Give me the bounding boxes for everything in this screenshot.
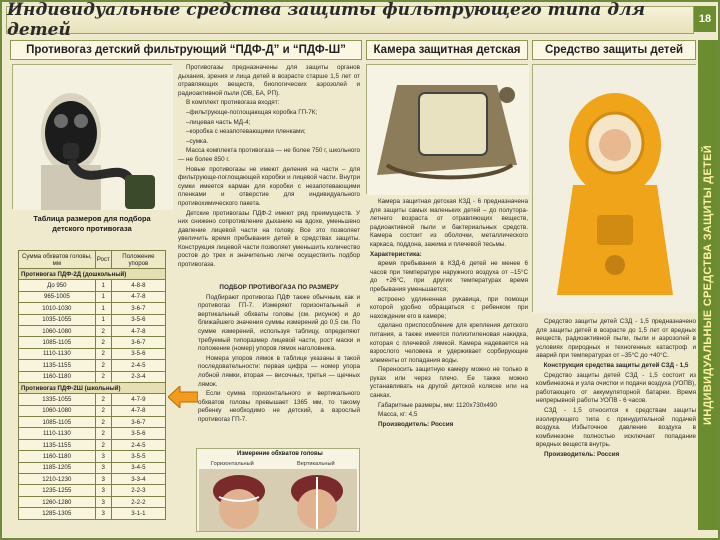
table-row (19, 325, 166, 336)
table-cell: 1085-1105 (19, 417, 96, 428)
chamber-char: встроено удлиненная рукавица, при помощи которой удобно обращаться с ребенком при нахождении его в камере; (370, 295, 528, 320)
table-row (19, 451, 166, 462)
suit-photo-panel (532, 64, 696, 312)
table-cell: 3-3-4 (111, 474, 165, 485)
table-row (19, 348, 166, 359)
table-cell: 3-5-6 (111, 428, 165, 439)
table-header: Сумма обхватов головы, мм (19, 251, 96, 269)
chamber-char: сделано приспособление для крепления детского питания, а также имеется полиэтиленовая накидка, которая с плечевой лямкой. Камера надевается на взрослого человека и удерживает сорбирующие элементы от попадания воды. (370, 322, 528, 364)
size-table (18, 250, 166, 520)
chamber-maker: Производитель: Россия (378, 420, 454, 428)
table-cell: 1235-1255 (19, 485, 96, 496)
chamber-char-title: Характеристика: (370, 250, 422, 258)
table-cell: 1110-1130 (19, 348, 96, 359)
gasmask-para: Новые противогазы не имеют деления на части – для фильтрующе-поглощающей коробки и лицевой части. Внутри сумки имеется карман для коробки с незапотевающими пленками и отверстие для индивидуального противохимического пакета. (178, 165, 360, 207)
suit-description (536, 318, 696, 530)
table-cell: 1035-1055 (19, 314, 96, 325)
table-cell: 2 (95, 394, 111, 405)
table-header: Рост (95, 251, 111, 269)
table-cell: 1110-1130 (19, 428, 96, 439)
table-row (19, 485, 166, 496)
table-row (19, 371, 166, 382)
table-cell: 4-7-8 (111, 325, 165, 336)
column-header-gasmask: Противогаз детский фильтрующий “ПДФ-Д” и “ПДФ-Ш” (10, 40, 362, 60)
table-cell: 2-4-5 (111, 439, 165, 450)
table-row (19, 462, 166, 473)
table-row (19, 417, 166, 428)
chamber-photo-panel (366, 64, 528, 194)
table-group-label: Противогаз ПДФ-2Ш (школьный) (19, 382, 166, 393)
table-row (19, 508, 166, 519)
table-cell: 1010-1030 (19, 303, 96, 314)
gasmask-para: Детские противогазы ПДФ-2 имеют ряд преимуществ. У них снижено сопротивление дыханию на вдохе, уменьшено давление лицевой части на голову. Все это позволяет увеличить время пребывания детей в средствах защиты. Конструкция лицевой части позволяет уменьшить количество ростов до трех и значительно легче осуществить подбор противогаза. (178, 209, 360, 269)
table-cell: 1335-1055 (19, 394, 96, 405)
table-cell: 1 (95, 291, 111, 302)
measure-label-vertical: Вертикальный (297, 461, 335, 467)
gasmask-para: В комплект противогаза входят: (186, 99, 280, 107)
table-row (19, 291, 166, 302)
page-number: 18 (694, 6, 716, 32)
child-suit-photo (533, 65, 697, 313)
table-row (19, 474, 166, 485)
table-cell: 1 (95, 303, 111, 314)
table-row (19, 405, 166, 416)
measure-photo (199, 469, 357, 531)
table-row (19, 280, 166, 291)
gasmask-photo-panel (12, 64, 172, 209)
table-cell: 1135-1155 (19, 439, 96, 450)
chamber-para: Камера защитная детская КЗД - 6 предназначена для защиты самых маленьких детей – до полутора-летнего возраста от отравляющих веществ, радиоактивной пыли и бактериальных средств. Камера состоит из оболочки, металлического каркаса, поддона, зажима и плечевой тесьмы. (370, 198, 528, 248)
table-cell: 2 (95, 325, 111, 336)
suit-maker: Производитель: Россия (544, 450, 620, 458)
table-cell: 2-4-5 (111, 360, 165, 371)
table-cell: 3-4-5 (111, 462, 165, 473)
fit-para: Если сумма горизонтального и вертикального обхватов головы превышает 1365 мм, то такому ребенку необходимо не детский, а взрослый противогаз ГП-7. (198, 390, 360, 423)
column-header-suit: Средство защиты детей (532, 40, 696, 60)
table-row (19, 439, 166, 450)
fit-heading: ПОДБОР ПРОТИВОГАЗА ПО РАЗМЕРУ (219, 284, 339, 291)
chamber-description (370, 198, 528, 528)
gasmask-description (178, 64, 360, 280)
table-cell: 3 (95, 508, 111, 519)
table-cell: 2 (95, 371, 111, 382)
table-row (19, 337, 166, 348)
gasmask-photo (13, 65, 173, 210)
table-cell: 2 (95, 348, 111, 359)
table-cell: 2 (95, 428, 111, 439)
table-cell: 2 (95, 417, 111, 428)
column-header-chamber: Камера защитная детская (366, 40, 528, 60)
table-cell: 3 (95, 485, 111, 496)
table-row (19, 360, 166, 371)
measure-panel (196, 448, 360, 532)
table-row (19, 428, 166, 439)
gasmask-para: –коробка с незапотевающими пленками; (186, 128, 306, 136)
table-cell: 1160-1180 (19, 371, 96, 382)
table-cell: 1260-1280 (19, 496, 96, 507)
table-row (19, 314, 166, 325)
table-cell: 2-3-4 (111, 371, 165, 382)
gasmask-para: –фильтрующе-поглощающая коробка ГП-7К; (186, 108, 318, 116)
table-cell: 1285-1305 (19, 508, 96, 519)
fit-para: Подбирают противогаз ПДФ также обычным, как и противогаз ГП-7. Измеряют горизонтальный и вертикальный обхваты головы (см. рисунок) и до ближайшего значения суммы измерений до 0,5 см. По сумме измерений, используя таблицу, определяют требуемый типоразмер лицевой части, рост маски и положение (номер) упоров лямок наголовника. (198, 293, 360, 353)
table-cell: 3 (95, 496, 111, 507)
table-cell: 4-7-8 (111, 291, 165, 302)
table-cell: 1210-1230 (19, 474, 96, 485)
table-cell: 3-5-6 (111, 314, 165, 325)
gasmask-para: –лицевая часть МД-4; (186, 118, 251, 126)
table-cell: 3-5-5 (111, 451, 165, 462)
measure-caption: Измерение обхватов головы (237, 451, 323, 457)
table-cell: 2 (95, 405, 111, 416)
table-cell: 3 (95, 462, 111, 473)
table-cell: 4-7-8 (111, 405, 165, 416)
measure-label-horizontal: Горизонтальный (211, 461, 254, 467)
title-band (6, 0, 694, 40)
table-header-row (19, 251, 166, 269)
table-cell: 2 (95, 360, 111, 371)
table-cell: 1135-1155 (19, 360, 96, 371)
table-row (19, 394, 166, 405)
table-cell: 3 (95, 474, 111, 485)
size-table-title: Таблица размеров для подбора детского противогаза (33, 214, 151, 233)
table-cell: 3-6-7 (111, 337, 165, 348)
table-cell: 2 (95, 337, 111, 348)
table-cell: 1185-1205 (19, 462, 96, 473)
page-title: Индивидуальные средства защиты фильтрующего типа для детей (7, 0, 646, 40)
gasmask-para: Масса комплекта противогаза — не более 750 г, школьного — не более 850 г. (178, 147, 360, 163)
table-cell: 3-5-6 (111, 348, 165, 359)
table-cell: 1 (95, 314, 111, 325)
side-label-text: ИНДИВИДУАЛЬНЫЕ СРЕДСТВА ЗАЩИТЫ ДЕТЕЙ (702, 145, 715, 425)
table-cell: 1 (95, 280, 111, 291)
table-cell: 4-8-8 (111, 280, 165, 291)
table-row (19, 303, 166, 314)
suit-para: СЗД - 1,5 относится к средствам защиты изолирующего типа с принудительной подачей воздуха. Избыточное давление воздуха в комбинезоне полностью исключает попадание вредных веществ внутрь. (536, 406, 696, 449)
table-cell: 1060-1080 (19, 405, 96, 416)
table-cell: 965-1005 (19, 291, 96, 302)
table-cell: До 950 (19, 280, 96, 291)
table-group-row (19, 269, 166, 280)
table-row (19, 496, 166, 507)
chamber-char: время пребывания в КЗД-6 детей не менее 6 часов при температуре наружного воздуха от –15°С до +26°С, при других температурах время пребывания уменьшается; (370, 260, 528, 293)
table-header: Положение упоров (111, 251, 165, 269)
table-cell: 4-7-9 (111, 394, 165, 405)
table-group-row (19, 382, 166, 393)
fit-para: Номера упоров лямок в таблице указаны в такой последовательности: первая цифра — номер упора лобной лямки, вторая — височных, третья — щечных лямок. (198, 354, 360, 388)
side-label (698, 40, 718, 530)
table-cell: 3-6-7 (111, 417, 165, 428)
table-cell: 1160-1180 (19, 451, 96, 462)
gasmask-para: Противогазы предназначены для защиты органов дыхания, зрения и лица детей в возрасте старше 1,5 лет от отравляющих веществ, биологических аэрозолей и радиоактивной пыли (ОВ, БА, РП). (178, 64, 360, 97)
table-cell: 3 (95, 451, 111, 462)
suit-construction-title: Конструкция средства защиты детей СЗД - 1,5 (543, 361, 689, 369)
table-group-label: Противогаз ПДФ-2Д (дошкольный) (19, 269, 166, 280)
table-cell: 1060-1080 (19, 325, 96, 336)
suit-para: Средство защиты детей СЗД - 1,5 состоит из комбинезона и узла очистки и подачи воздуха (УОПВ), работающего от аккумуляторной батареи. Время непрерывной работы УОПВ - 6 часов. (536, 371, 696, 405)
fit-section (198, 284, 360, 424)
chamber-photo (367, 65, 529, 195)
table-cell: 3-1-1 (111, 508, 165, 519)
table-cell: 2-2-3 (111, 485, 165, 496)
orange-arrow-icon (168, 386, 198, 408)
chamber-extra: Масса, кг: 4,5 (378, 411, 418, 419)
table-cell: 2-2-2 (111, 496, 165, 507)
table-cell: 1085-1105 (19, 337, 96, 348)
table-cell: 2 (95, 439, 111, 450)
table-cell: 3-6-7 (111, 303, 165, 314)
suit-para: Средство защиты детей СЗД - 1,5 предназначено для защиты детей в возрасте до 1,5 лет от вредных веществ, радиоактивной пыли, пыли и аэрозолей в условиях природных и техногенных катастроф и аварий при температурах от –35°С до +40°С. (536, 318, 696, 360)
chamber-extra: Габаритные размеры, мм: 1120х730х490 (378, 401, 497, 409)
gasmask-para: –сумка. (186, 137, 209, 145)
chamber-extra: Переносить защитную камеру можно не только в руках или через плечо. Ее также можно устанавливать на другой детской коляске или на санках. (370, 366, 528, 400)
